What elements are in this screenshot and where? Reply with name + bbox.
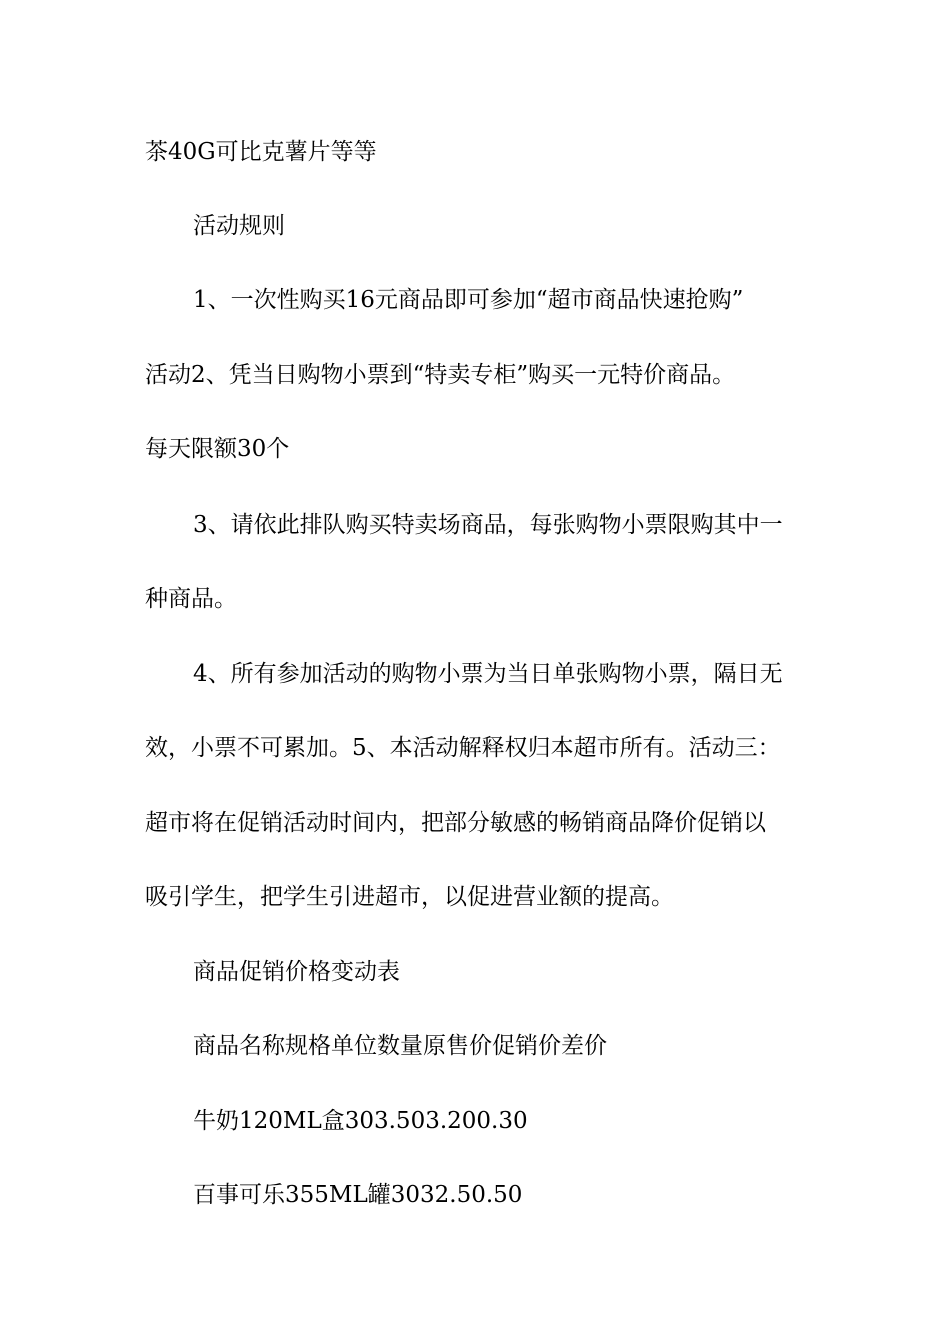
table-row: 百事可乐355ML罐3032.50.50 — [193, 1182, 523, 1208]
text-line: 3、请依此排队购买特卖场商品，每张购物小票限购其中一 — [193, 512, 783, 538]
text-line: 活动2、凭当日购物小票到“特卖专柜”购买一元特价商品。 — [145, 362, 736, 388]
table-header-row: 商品名称规格单位数量原售价促销价差价 — [193, 1033, 607, 1059]
section-heading-rules: 活动规则 — [193, 213, 285, 239]
table-title: 商品促销价格变动表 — [193, 959, 400, 985]
text-line: 吸引学生，把学生引进超市，以促进营业额的提高。 — [145, 884, 674, 910]
text-line: 1、一次性购买16元商品即可参加“超市商品快速抢购” — [193, 287, 744, 313]
text-line: 4、所有参加活动的购物小票为当日单张购物小票，隔日无 — [193, 661, 783, 687]
text-line: 茶40G可比克薯片等等 — [145, 139, 377, 165]
text-line: 超市将在促销活动时间内，把部分敏感的畅销商品降价促销以 — [145, 810, 766, 836]
text-line: 每天限额30个 — [145, 436, 290, 462]
text-line: 效，小票不可累加。5、本活动解释权归本超市所有。活动三： — [145, 735, 781, 761]
text-line: 种商品。 — [145, 586, 237, 612]
table-row: 牛奶120ML盒303.503.200.30 — [193, 1108, 528, 1134]
